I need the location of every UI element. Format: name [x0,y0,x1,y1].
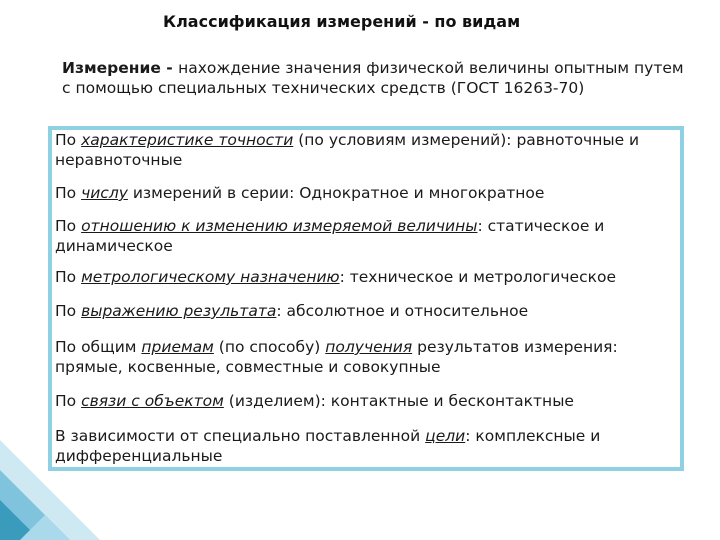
definition-term: Измерение - [62,59,179,77]
list-item-accuracy: По характеристике точности (по условиям измерений): равноточные и неравноточные [55,131,640,169]
list-item-methods: По общим приемам (по способу) получения результатов измерения: прямые, косвенные, совместные и совокупные [55,338,618,376]
definition [62,58,690,98]
list-item-count: По числу измерений в серии: Однократное и многократное [55,184,545,202]
definition-text: нахождение значения физической величины опытным путем с помощью специальных технических средств (ГОСТ 16263-70) [62,59,684,97]
page-title: Классификация измерений - по видам [163,12,521,31]
list-item-change: По отношению к изменению измеряемой величины: статическое и динамическое [55,217,605,255]
list-item-goal: В зависимости от специально поставленной цели: комплексные и дифференциальные [55,427,601,465]
classification-panel [48,126,684,471]
list-item-purpose: По метрологическому назначению: техническое и метрологическое [55,268,616,286]
list-item-contact: По связи с объектом (изделием): контактные и бесконтактные [55,392,574,410]
list-item-result: По выражению результата: абсолютное и относительное [55,302,529,320]
